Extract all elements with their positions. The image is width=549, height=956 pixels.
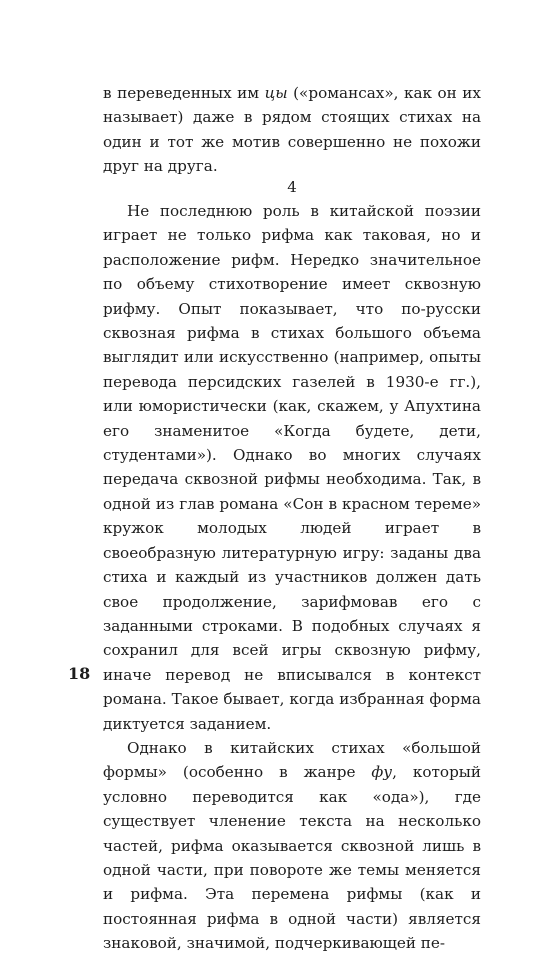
intro-term-tsy: цы	[264, 84, 288, 102]
main-text-block	[103, 199, 481, 956]
page-number: 18	[68, 664, 91, 683]
paragraph-large-form	[103, 736, 481, 956]
intro-text-end: («романсах», как он их называет) даже в рядом стоящих стихах на один и тот же мотив совершенно не похожи друг на друга.	[103, 84, 481, 176]
intro-text-start: в переведенных им	[103, 84, 265, 102]
intro-paragraph	[103, 81, 481, 179]
paragraph-large-form-end: , который условно переводится как «ода»), где существует членение текста на несколько частей, рифма оказывается сквозной лишь в одной части, при повороте же темы меняется и рифма. Эта перемена рифмы (как и постоянная рифма в одной части) является знаковой, значимой, подчеркивающей пе-	[103, 763, 482, 953]
paragraph-large-form-start: Однако в китайских стихах «большой формы» (особенно в жанре	[103, 738, 481, 782]
paragraph-rhyme-placement: Не последнюю роль в китайской поэзии играет не только рифма как таковая, но и расположение рифм. Нередко значительное по объему стихотворение имеет сквозную рифму. Опыт показывает, что по-русски сквозная рифма в стихах большого объема выглядит или искусственно (например, опыты перевода персидских газелей в 1930-е гг.), или юмористически (как, скажем, у Апухтина его знаменитое «Когда будете, дети, студентами»). Однако во многих случаях передача сквозной рифмы необходима. Так, в одной из глав романа «Сон в красном тереме» кружок молодых людей играет в своеобразную литературную игру: заданы два стиха и каждый из участников должен дать свое продолжение, зарифмовав его с заданными строками. В подобных случаях я сохранил для всей игры сквозную рифму, иначе перевод не вписывался в контекст романа. Такое бывает, когда избранная форма диктуется заданием.	[103, 202, 481, 733]
term-fu: фу	[371, 763, 393, 782]
section-number: 4	[287, 178, 297, 196]
intro-paragraph-block	[103, 81, 481, 179]
